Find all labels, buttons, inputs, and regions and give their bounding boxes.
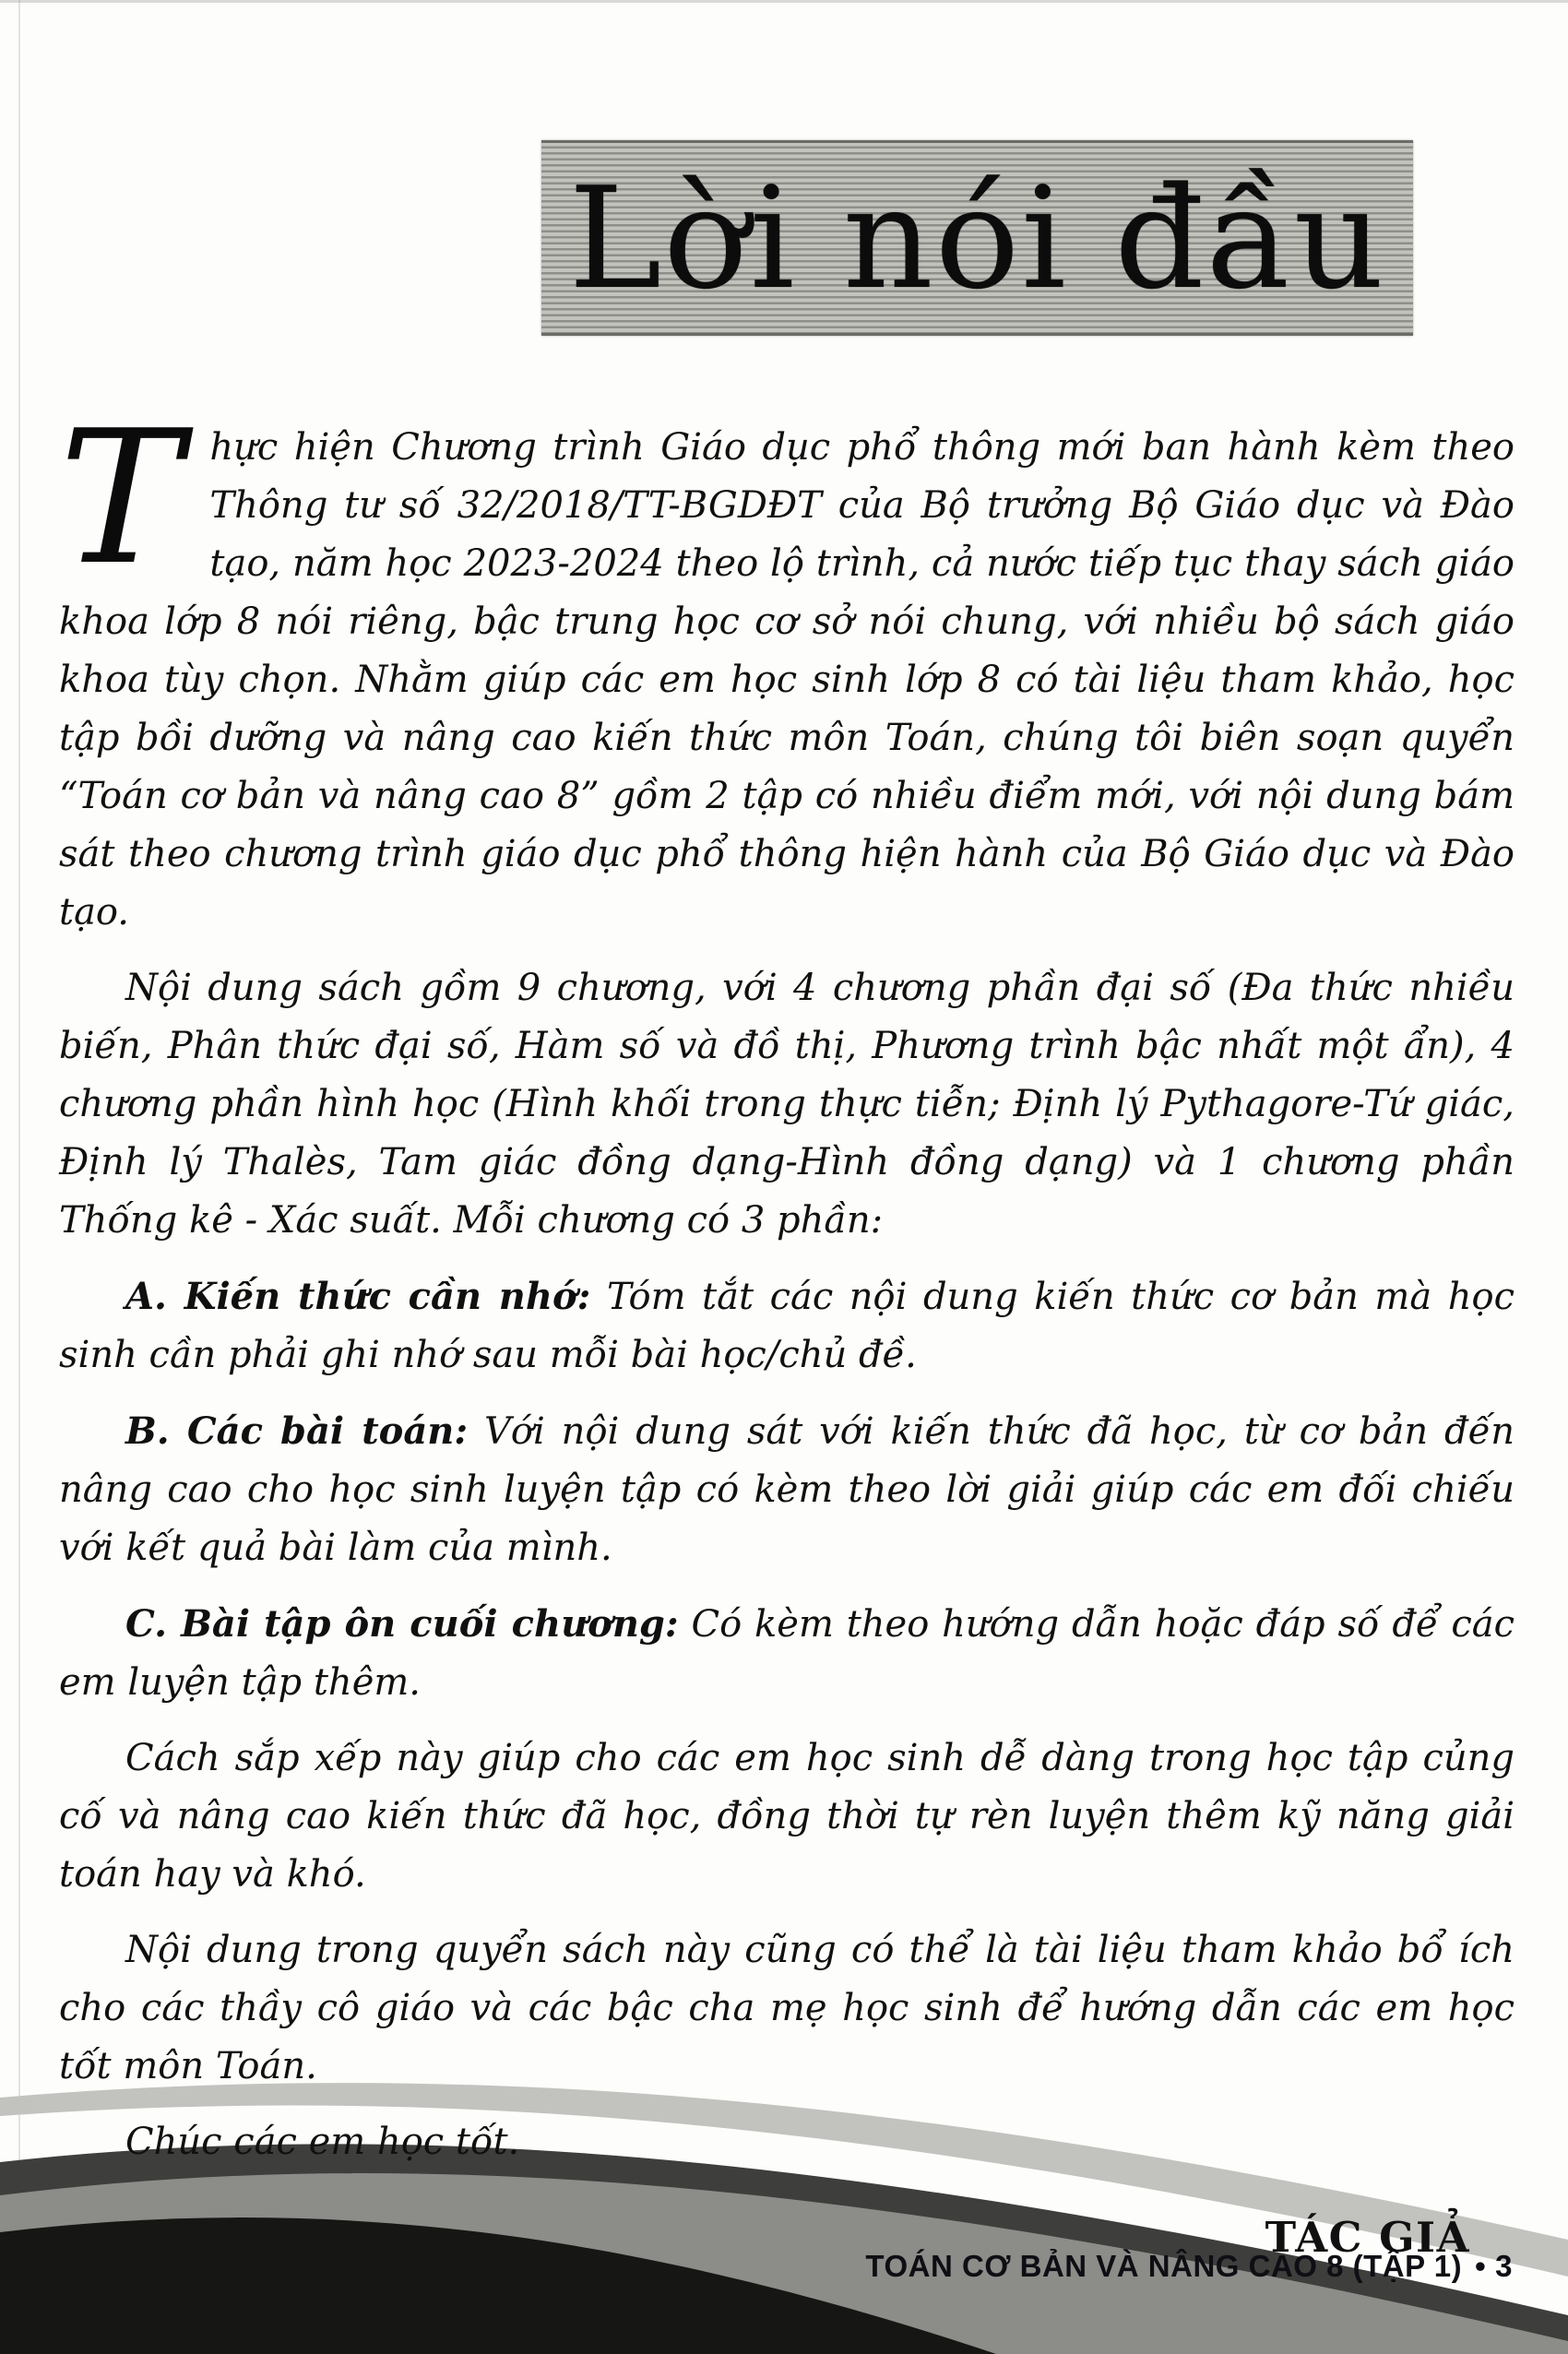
item-a-text: Tóm tắt các nội dung kiến thức cơ bản mà học sinh cần phải ghi nhớ sau mỗi bài học/chủ đề.	[59, 1276, 1515, 1376]
paragraph-intro	[59, 391, 1515, 942]
author-signature: TÁC GIẢ	[1265, 2213, 1470, 2262]
paragraph-overview-text: Nội dung sách gồm 9 chương, với 4 chương phần đại số (Đa thức nhiều biến, Phân thức đại số, Hàm số và đồ thị, Phương trình bậc nhất một ẩn), 4 chương phần hình học (Hình khối trong thực tiễn; Định lý Pythagore-Tứ giác, Định lý Thalès, Tam giác đồng dạng-Hình đồng dạng) và 1 chương phần Thống kê - Xác suất. Mỗi chương có 3 phần:	[59, 967, 1515, 1242]
paragraph-closing	[59, 2113, 1515, 2171]
paragraph-item-b	[59, 1402, 1515, 1577]
footer-book-title: TOÁN CƠ BẢN VÀ NÂNG CAO 8 (TẬP 1)	[865, 2249, 1463, 2283]
item-c-text: Có kèm theo hướng dẫn hoặc đáp số để các em luyện tập thêm.	[59, 1603, 1515, 1704]
paragraph-overview	[59, 959, 1515, 1250]
footer-separator: •	[1475, 2249, 1487, 2283]
item-c-label: C. Bài tập ôn cuối chương:	[125, 1602, 679, 1646]
item-a-label: A. Kiến thức cần nhớ:	[125, 1275, 591, 1318]
scan-edge-artifact-top	[0, 0, 1568, 3]
paragraph-arrangement-text: Cách sắp xếp này giúp cho các em học sinh dễ dàng trong học tập củng cố và nâng cao kiến thức đã học, đồng thời tự rèn luyện thêm kỹ năng giải toán hay và khó.	[59, 1737, 1515, 1896]
paragraph-item-a	[59, 1267, 1515, 1385]
page-footer	[865, 2249, 1513, 2284]
paragraph-reference	[59, 1921, 1515, 2096]
paragraph-item-c	[59, 1595, 1515, 1712]
page-title: Lời nói đầu	[568, 156, 1386, 320]
paragraph-arrangement	[59, 1730, 1515, 1904]
item-b-label: B. Các bài toán:	[125, 1409, 469, 1453]
preface-body	[59, 391, 1515, 2266]
drop-cap: T	[59, 391, 183, 606]
paragraph-intro-text: hực hiện Chương trình Giáo dục phổ thông mới ban hành kèm theo Thông tư số 32/2018/TT-BGDĐT của Bộ trưởng Bộ Giáo dục và Đào tạo, năm học 2023-2024 theo lộ trình, cả nước tiếp tục thay sách giáo khoa lớp 8 nói riêng, bậc trung học cơ sở nói chung, với nhiều bộ sách giáo khoa tùy chọn. Nhằm giúp các em học sinh lớp 8 có tài liệu tham khảo, học tập bồi dưỡng và nâng cao kiến thức môn Toán, chúng tôi biên soạn quyển “Toán cơ bản và nâng cao 8” gồm 2 tập có nhiều điểm mới, với nội dung bám sát theo chương trình giáo dục phổ thông hiện hành của Bộ Giáo dục và Đào tạo.	[59, 426, 1515, 933]
footer-page-number: 3	[1495, 2249, 1513, 2283]
scan-edge-artifact-left	[18, 0, 20, 2354]
paragraph-reference-text: Nội dung trong quyển sách này cũng có thể là tài liệu tham khảo bổ ích cho các thầy cô giáo và các bậc cha mẹ học sinh để hướng dẫn các em học tốt môn Toán.	[59, 1929, 1515, 2087]
paragraph-closing-text: Chúc các em học tốt.	[125, 2121, 520, 2163]
title-banner	[541, 140, 1413, 336]
item-b-text: Với nội dung sát với kiến thức đã học, từ cơ bản đến nâng cao cho học sinh luyện tập có kèm theo lời giải giúp các em đối chiếu với kết quả bài làm của mình.	[59, 1410, 1515, 1569]
